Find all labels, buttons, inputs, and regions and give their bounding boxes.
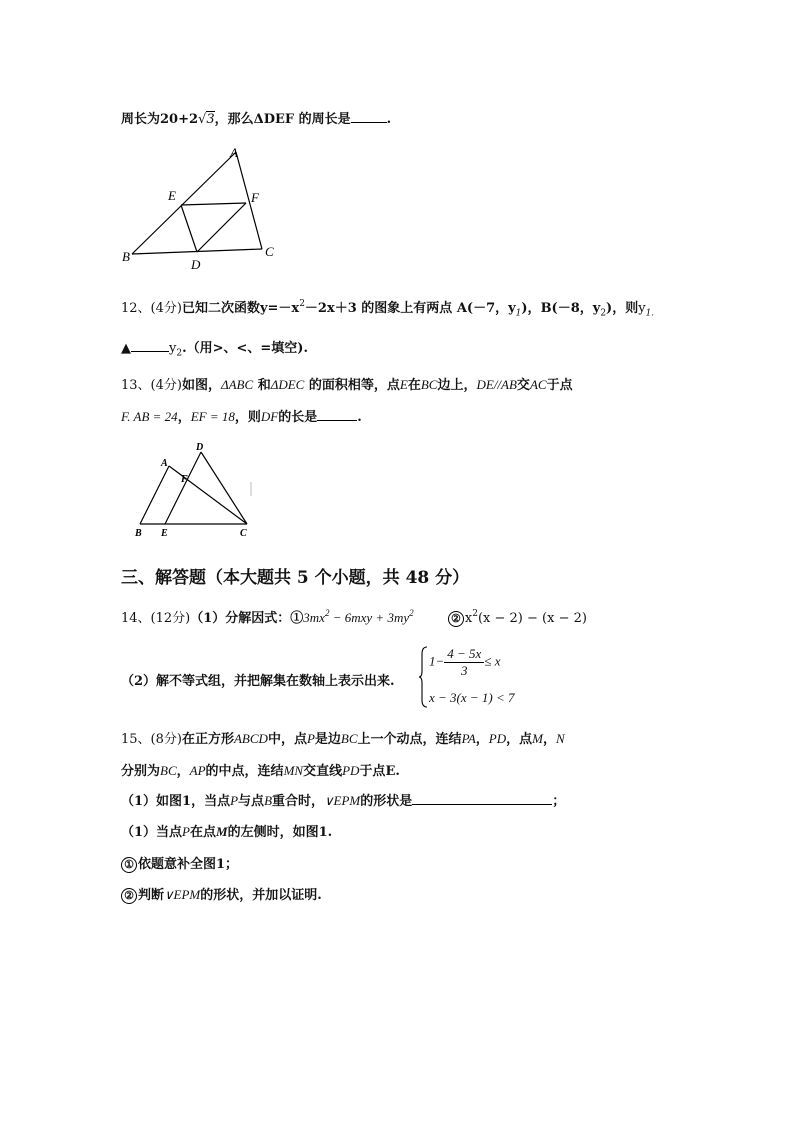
q13-text5: 边上， bbox=[437, 378, 477, 393]
fig1-label-b: B bbox=[122, 249, 130, 264]
q14-expr1a: 3mx bbox=[303, 610, 325, 625]
q13-line1 bbox=[121, 374, 573, 393]
q12-point-a-end: )， bbox=[521, 301, 541, 316]
q15-n: N bbox=[556, 731, 565, 746]
q14-ineq1-denominator: 3 bbox=[461, 663, 468, 678]
q15-m: M bbox=[532, 731, 543, 746]
q12-text1: 已知二次函数 bbox=[181, 301, 260, 316]
q14-part1-label: （1）分解因式： bbox=[190, 611, 291, 626]
q15-text4: 上一个动点，连结 bbox=[357, 732, 462, 747]
q12-y1-sub: 1. bbox=[645, 308, 655, 319]
q15-sub1-point-b: B bbox=[264, 793, 273, 808]
q15-sub2-m: M bbox=[216, 824, 228, 839]
q14-line1 bbox=[121, 607, 587, 627]
fig1-label-e: E bbox=[168, 188, 176, 203]
q13-bc: BC bbox=[420, 377, 438, 392]
q15-ap: AP bbox=[189, 763, 206, 778]
q13-number: 13、(4分) bbox=[121, 378, 182, 393]
q15-sub4-b: 的形状，并加以证明. bbox=[200, 888, 322, 903]
q15-pd2: PD bbox=[342, 763, 360, 778]
q13-parallel: DE//AB bbox=[476, 377, 517, 392]
fig2-label-b: B bbox=[135, 528, 142, 539]
q12-sub2: 2 bbox=[600, 308, 607, 319]
q13-line2 bbox=[121, 406, 362, 425]
q13-text3: 的面积相等，点 bbox=[304, 378, 400, 393]
fig1-label-c: C bbox=[265, 244, 274, 259]
q15-text3: 是边 bbox=[314, 732, 341, 747]
q15-mn: MN bbox=[283, 763, 304, 778]
sqrt-sign: √ bbox=[198, 112, 207, 127]
q15-line2 bbox=[121, 760, 400, 779]
q14-expr2-sup: 2 bbox=[472, 609, 478, 619]
q14-inequality-1 bbox=[429, 646, 500, 679]
q15-pa: PA bbox=[461, 731, 476, 746]
section-heading: 三、解答题（本大题共 5 个小题，共 48 分） bbox=[121, 568, 470, 588]
figure-triangle-abc-def bbox=[118, 142, 288, 272]
q15-circle-2: ② bbox=[121, 888, 137, 904]
q15-square: ABCD bbox=[233, 731, 268, 746]
q12-y2: y bbox=[169, 341, 177, 356]
fig2-label-e: E bbox=[161, 528, 168, 539]
q14-inequality-2: x − 3(x − 1) < 7 bbox=[429, 690, 515, 705]
q15-sub4 bbox=[121, 884, 322, 904]
q11-end: . bbox=[386, 112, 392, 127]
sqrt-arg: 3 bbox=[206, 112, 215, 127]
q15-text2: 中，点 bbox=[267, 732, 307, 747]
q15-sub1-end: ； bbox=[552, 794, 566, 809]
q12-line1 bbox=[121, 297, 654, 319]
q14-circle-1: ① bbox=[290, 611, 304, 626]
q14-expr1-sup: 2 bbox=[324, 608, 330, 618]
q15-line1 bbox=[121, 728, 565, 747]
q15-sub2-p: P bbox=[182, 824, 190, 839]
q11-mid: ，那么 bbox=[214, 112, 254, 127]
fig2-label-c: C bbox=[240, 528, 247, 539]
q14-expr1-sup2: 2 bbox=[409, 608, 414, 618]
q14-ineq1-fraction bbox=[444, 646, 484, 679]
q15-sub4-triangle: ∨EPM bbox=[164, 887, 201, 902]
q15-comma3: ， bbox=[176, 764, 190, 779]
q13-triangle-abc: ΔABC bbox=[220, 377, 254, 392]
q12-line2 bbox=[121, 337, 308, 359]
fig1-label-a: A bbox=[230, 145, 238, 160]
q15-text1: 在正方形 bbox=[181, 732, 234, 747]
fig1-label-f: F bbox=[251, 190, 259, 205]
q15-sub2-a: （1）当点 bbox=[121, 825, 183, 840]
q15-comma1: ， bbox=[475, 732, 489, 747]
q13-answer-blank[interactable] bbox=[317, 408, 357, 421]
q15-sub4-a: 判断 bbox=[138, 888, 165, 903]
q13-comma: ， bbox=[177, 410, 191, 425]
q12-exp: 2 bbox=[299, 299, 305, 309]
q15-circle-1: ① bbox=[121, 857, 137, 873]
q11-tail bbox=[121, 108, 391, 127]
q15-sub1 bbox=[121, 790, 565, 809]
q15-sub1-p: P bbox=[230, 793, 239, 808]
q12-point-a: A(－7，y bbox=[456, 301, 516, 316]
figure-triangle-abc-dec bbox=[130, 438, 260, 540]
q15-bc: BC bbox=[340, 731, 358, 746]
q12-y2-sub: 2 bbox=[176, 348, 183, 359]
q13-point-e: E bbox=[399, 377, 408, 392]
q13-ab-value: . AB = 24 bbox=[127, 409, 178, 424]
q14-ineq1-lead: 1− bbox=[429, 653, 445, 669]
q15-answer-blank[interactable] bbox=[412, 792, 552, 805]
q14-expr2b: (x − 2) − (x − 2) bbox=[477, 611, 587, 626]
fig2-label-d: D bbox=[196, 442, 204, 453]
q13-text6: 交 bbox=[516, 378, 530, 393]
q15-pd: PD bbox=[488, 731, 507, 746]
q15-sub3 bbox=[121, 853, 238, 873]
q15-line2a: 分别为 bbox=[121, 764, 161, 779]
q15-point-e: E. bbox=[385, 764, 400, 779]
q15-line2c: 交直线 bbox=[303, 764, 343, 779]
q14-brace bbox=[418, 646, 428, 708]
q12-triangle-marker: ▲ bbox=[121, 341, 131, 356]
q11-suffix: 的周长是 bbox=[294, 112, 351, 127]
q13-point-f: F bbox=[121, 409, 128, 424]
q13-text9: 的长是 bbox=[278, 410, 318, 425]
q15-sub1-c: 重合时， bbox=[272, 794, 325, 809]
q12-point-b: B(－8，y bbox=[540, 301, 601, 316]
q12-answer-blank[interactable] bbox=[131, 339, 169, 352]
q15-bc2: BC bbox=[160, 763, 177, 778]
q13-text2: 和 bbox=[253, 378, 271, 393]
q12-number: 12、(4分) bbox=[121, 301, 182, 316]
q13-text1: 如图， bbox=[181, 378, 221, 393]
q15-sub1-a: （1）如图1，当点 bbox=[121, 794, 231, 809]
q12-func2: －2x＋3 bbox=[304, 301, 357, 316]
q12-hint: .（用>、<、=填空). bbox=[182, 341, 308, 356]
q14-ineq1-tail: ≤ x bbox=[484, 653, 501, 669]
q13-ef-value: EF = 18 bbox=[190, 409, 235, 424]
q14-ineq1-numerator: 4 − 5x bbox=[444, 646, 484, 663]
q15-p: P bbox=[306, 731, 315, 746]
q11-prefix: 周长为 bbox=[121, 112, 161, 127]
fig1-label-d: D bbox=[191, 257, 201, 272]
q14-number: 14、(12分) bbox=[121, 611, 191, 626]
q12-y1: y bbox=[638, 301, 646, 316]
q15-sub1-b: 与点 bbox=[238, 794, 265, 809]
q12-func: y=－x bbox=[259, 301, 300, 316]
q14-inequality-system bbox=[418, 646, 538, 710]
q13-text4: 在 bbox=[407, 378, 421, 393]
q15-sub3-text: 依题意补全图1； bbox=[138, 857, 239, 872]
q13-ac: AC bbox=[529, 377, 547, 392]
q14-expr1b: − 6mxy + 3my bbox=[329, 610, 410, 625]
fig2-label-a: A bbox=[161, 458, 168, 469]
q12-point-b-end: )，则 bbox=[606, 301, 639, 316]
q13-end: . bbox=[357, 410, 362, 425]
q11-expr: 20+2 bbox=[160, 112, 199, 127]
q13-text7: 于点 bbox=[546, 378, 573, 393]
q15-number: 15、(8分) bbox=[121, 732, 182, 747]
q15-text5: ，点 bbox=[506, 732, 533, 747]
q15-sub2 bbox=[121, 821, 332, 840]
q13-df: DF bbox=[260, 409, 279, 424]
q15-comma2: ， bbox=[543, 732, 557, 747]
q12-text2: 的图象上有两点 bbox=[356, 301, 457, 316]
q11-answer-blank[interactable] bbox=[351, 110, 387, 123]
q12-sub1: 1 bbox=[515, 308, 522, 319]
q15-sub1-d: 的形状是 bbox=[360, 794, 413, 809]
q15-sub2-c: 的左侧时，如图1. bbox=[227, 825, 333, 840]
q14-circle-2: ② bbox=[448, 611, 464, 627]
q13-text8: ，则 bbox=[234, 410, 261, 425]
q15-line2d: 于点 bbox=[359, 764, 386, 779]
q15-sub1-triangle: ∨EPM bbox=[324, 793, 361, 808]
q15-line2b: 的中点，连结 bbox=[205, 764, 284, 779]
q15-sub2-b: 在点 bbox=[190, 825, 217, 840]
q11-triangle: ΔDEF bbox=[253, 112, 295, 127]
q14-expr2a: x bbox=[464, 611, 473, 626]
fig2-label-f: F bbox=[181, 474, 188, 485]
q13-triangle-dec: ΔDEC bbox=[270, 377, 305, 392]
q14-part2-label: （2）解不等式组，并把解集在数轴上表示出来. bbox=[121, 674, 395, 689]
